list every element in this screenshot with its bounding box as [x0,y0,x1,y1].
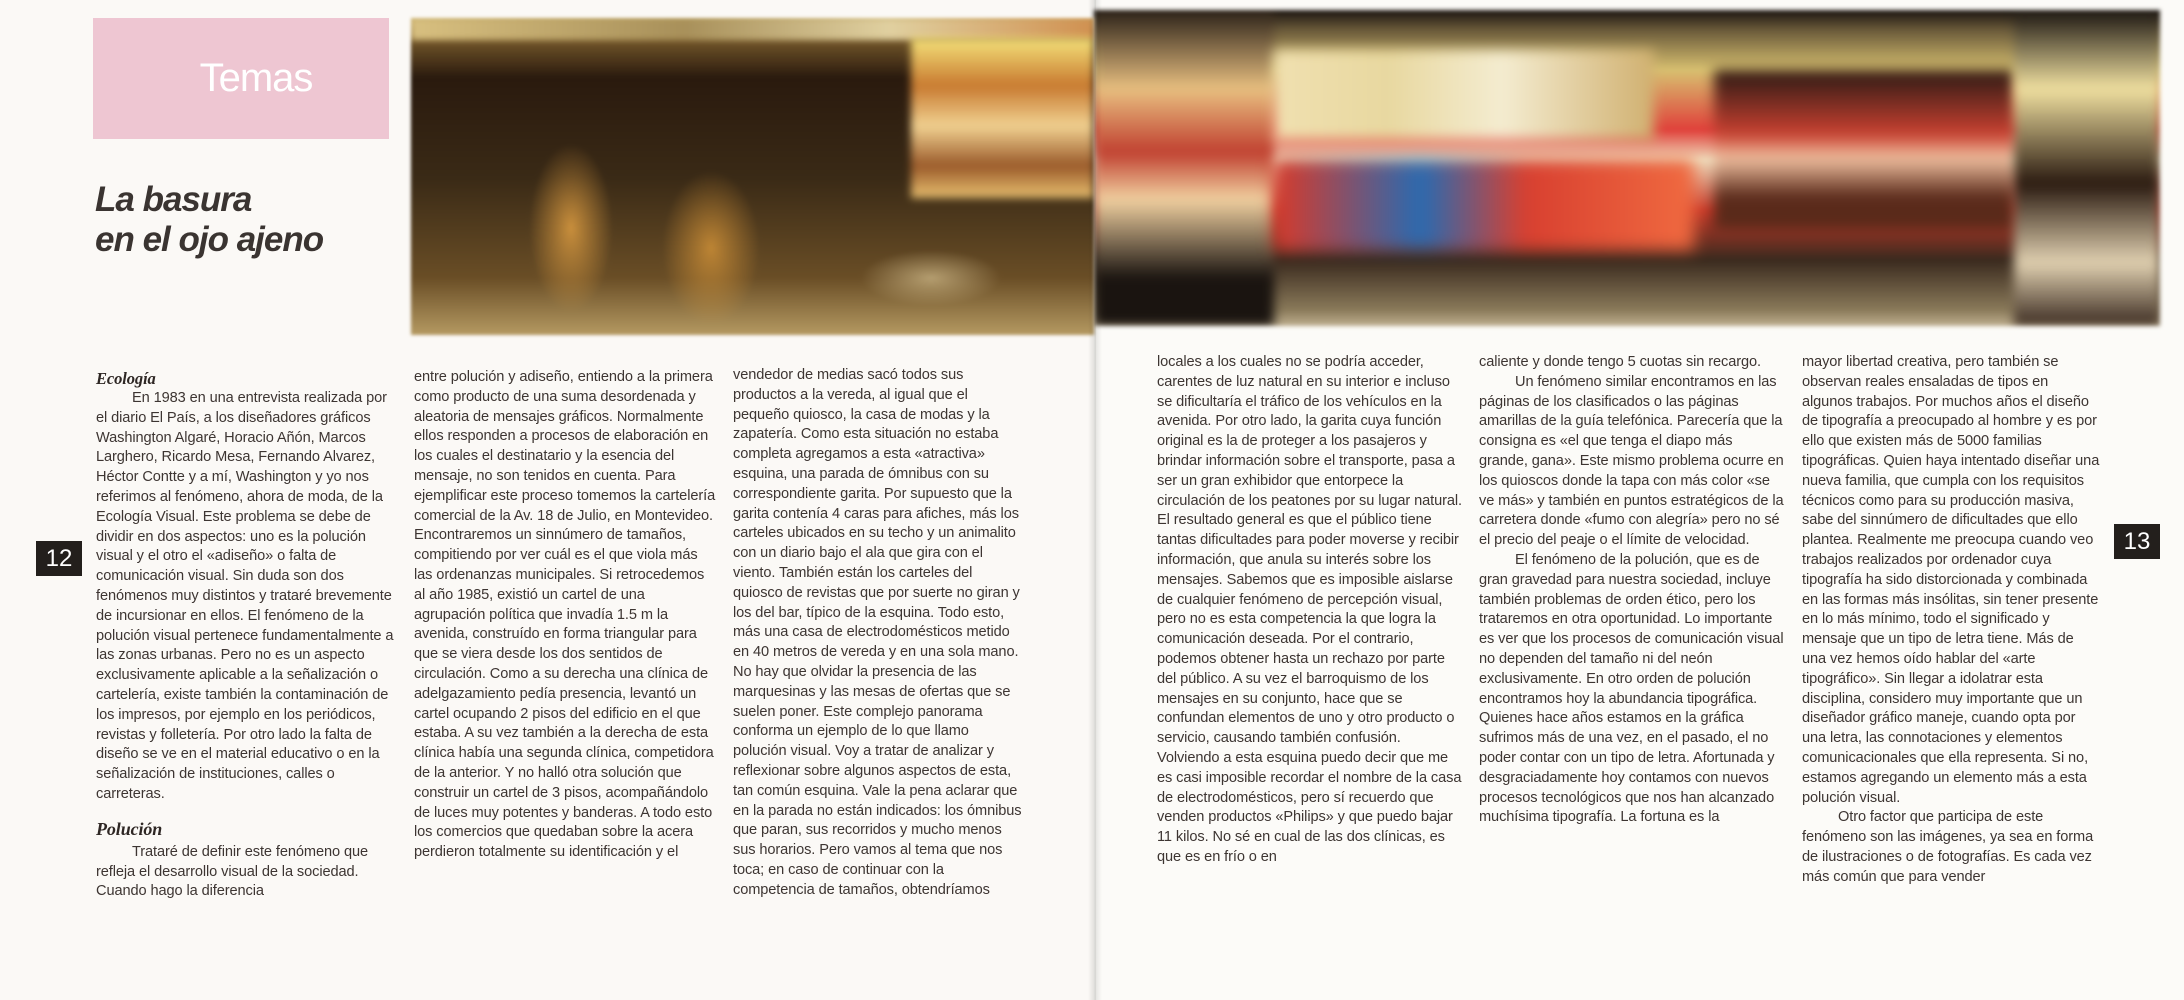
paragraph: vendedor de medias sacó todos sus productos a la vereda, al igual que el pequeño quiosco, la casa de modas y la zapatería. Como esta situación no estaba completa agregamos a esta «atractiva» esquina, una parada de ómnibus con su correspondiente garita. Por supuesto que la garita contenía 4 caras para afiches, más los carteles ubicados en su techo y un animalito con un diario bajo el ala que gira con el viento. También están los carteles del quiosco de revistas que por suerte no giran y los del bar, típico de la esquina. Todo esto, más una casa de electrodomésticos metido en 40 metros de vereda y en una sola mano. No hay que olvidar la presencia de las marquesinas y las mesas de ofertas que se suelen poner. Este complejo panorama conforma un ejemplo de lo que llamo polución visual. Voy a tratar de analizar y reflexionar sobre algunos aspectos de esta, tan común esquina. Vale la pena aclarar que en la parada no están indicados: los ómnibus que paran, sus recorridos y mucho menos sus horarios. Pero vamos al tema que nos toca; en caso de continuar con la competencia de tamaños, obtendríamos [733,367,1022,898]
paragraph: El fenómeno de la polución, que es de gran gravedad para nuestra sociedad, incluye también problemas de orden ético, pero los trataremos en otra oportunidad. Lo importante es ver que los procesos de comunicación visual no dependen del tamaño ni del neón exclusivamente. En otro orden de polución encontramos hoy la abundancia tipográfica. Quienes hace años estamos en la gráfica sufrimos más de una vez, en el pasado, el no poder contar con un tipo de letra. Afortunada y desgraciadamente hoy contamos con nuevos procesos tecnológicos que nos han alcanzado muchísima tipografía. La fortuna es la [1479,551,1784,826]
page-gutter [1088,0,1102,1000]
paragraph: Otro factor que participa de este fenómeno son las imágenes, ya sea en forma de ilustraciones o de fotografías. Es cada vez más común que para vender [1802,809,2094,885]
text-column-1 [96,369,398,902]
article-title-line1: La basura [95,180,252,219]
text-column-2 [414,368,718,863]
text-column-3 [733,366,1025,901]
page-number-left: 12 [36,541,82,576]
article-title-line2: en el ojo ajeno [95,220,324,259]
paragraph: caliente y donde tengo 5 cuotas sin recargo. [1479,354,1761,370]
paragraph: mayor libertad creativa, pero también se observan reales ensaladas de tipos en algunos trabajos. Por muchos años el diseño de tipografía a preocupado al hombre y es por ello que existen más de 5000 familias tipográficas. Quien haya intentado diseñar una nueva familia, que cumpla con los requisitos técnicos como para su producción masiva, sabe del sinnúmero de dificultades que ello plantea. Realmente me preocupa cuando veo trabajos realizados por ordenador cuya tipografía ha sido distorcionada y combinada en las formas más insólitas, sin tener presente en lo más mínimo, todo el significado y mensaje que un tipo de letra tiene. Más de una vez hemos oído hablar del «arte tipográfico». Sin llegar a idolatrar esta disciplina, considero muy importante que un diseñador gráfico maneje, cuando opta por una letra, las connotaciones y elementos comunicacionales que ella representa. Si no, estamos agregando un elemento más a esta polución visual. [1802,354,2100,806]
subheading-polucion: Polución [96,818,163,839]
paragraph: Trataré de definir este fenómeno que refleja el desarrollo visual de la sociedad. Cuando hago la diferencia [96,843,368,900]
text-column-6 [1802,353,2100,888]
section-tab [93,18,389,139]
paragraph: Un fenómeno similar encontramos en las páginas de los clasificados o las páginas amarillas de la guía telefónica. Parecería que la consigna es «el que tenga el diapo más grande, gana». Este mismo problema ocurre en los quioscos donde la tapa con más color «se ve más» y también en puntos estratégicos de la carretera donde «fumo con alegría» pero no sé el precio del peaje o el límite de velocidad. [1479,373,1784,549]
paragraph: En 1983 en una entrevista realizada por el diario El País, a los diseñadores gráficos Washington Algaré, Horacio Añón, Marcos Larghero, Ricardo Mesa, Fernando Alvarez, Héctor Contte y a mí, Washington y yo nos referimos al fenómeno, ahora de moda, de la Ecología Visual. Este problema se debe de dividir en dos aspectos: uno es la polución visual y el otro el «adiseño» o falta de comunicación visual. Sin duda son dos fenómenos muy distintos y trataré brevemente de incursionar en ellos. El fenómeno de la polución visual pertenece fundamentalmente a las zonas urbanas. Pero no es un aspecto exclusivamente aplicable a la señalización o cartelería, existe también la contaminación de los impresos, por ejemplo en los periódicos, revistas y folletería. Por otro lado la falta de diseño se ve en el material educativo o en la señalización de instituciones, calles o carreteras. [96,390,394,802]
section-label: Temas [199,56,313,100]
subheading-ecologia: Ecología [96,369,156,388]
paragraph: entre polución y adiseño, entiendo a la primera como producto de una suma desordenada y aleatoria de mensajes gráficos. Normalmente ellos responden a procesos de elaboración en los cuales el destinatario y la esencia del mensaje, no son tenidos en cuenta. Para ejemplificar este proceso tomemos la cartelería comercial de la Av. 18 de Julio, en Montevideo. Encontraremos un sinnúmero de tamaños, compitiendo por ver cuál es el que viola más las ordenanzas municipales. Si retrocedemos al año 1985, existió un cartel de una agrupación política que invadía 1.5 m la avenida, construído en forma triangular para que se viera desde los dos sentidos de circulación. Como a su derecha una clínica de adelgazamiento pedía presencia, levantó un cartel ocupando 2 pisos del edificio en el que estaba. A su vez también a la derecha de esta clínica había una segunda clínica, competidora de la anterior. Y no halló otra solución que construir un cartel de 3 pisos, acompañándolo de luces muy potentes y banderas. A todo esto los comercios que quedaban sobre la acera perdieron totalmente su identificación y el [414,369,716,861]
neon-signs-photo [1094,10,2160,326]
article-title [95,180,395,260]
page-number-right: 13 [2114,524,2160,559]
night-street-photo [411,18,1094,335]
text-column-4 [1157,353,1462,868]
text-column-5 [1479,353,1784,828]
paragraph: locales a los cuales no se podría acceder, carentes de luz natural en su interior e incluso se dificultaría el tráfico de los vehículos en la avenida. Por otro lado, la garita cuya función original es la de proteger a los pasajeros y brindar información sobre el transporte, pasa a ser un gran exhibidor que entorpece la circulación de los peatones por su lugar natural. El resultado general es que el público tiene tantas dificultades para poder moverse y recibir información, que anula su interés sobre los mensajes. Sabemos que es imposible aislarse de cualquier fenómeno de percepción visual, pero no es esta competencia la que logra la comunicación deseada. Por el contrario, podemos obtener hasta un rechazo por parte del público. A su vez el barroquismo de los mensajes en su conjunto, hace que se confundan elementos de uno y otro producto o servicio, causando también confusión. Volviendo a esta esquina puedo decir que me es casi imposible recordar el nombre de la casa de electrodomésticos, pero sí recuerdo que venden productos «Philips» y que puedo bajar 11 kilos. No sé en cual de las dos clínicas, es que es en frío o en [1157,354,1462,865]
